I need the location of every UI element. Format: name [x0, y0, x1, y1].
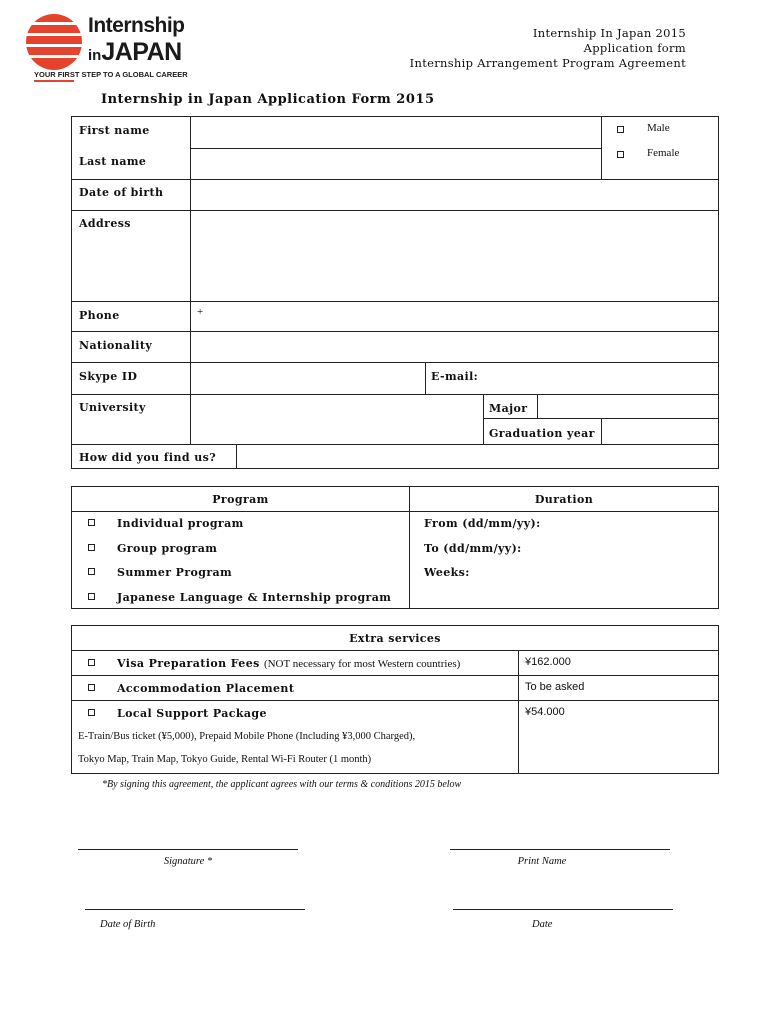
- accommodation-placement-label: Accommodation Placement: [117, 682, 295, 695]
- duration-column-header: Duration: [534, 493, 594, 506]
- logo-text-japan: JAPAN: [101, 38, 182, 66]
- internship-in-japan-logo: [26, 12, 186, 84]
- visa-preparation-note: (NOT necessary for most Western countries): [263, 658, 461, 670]
- visa-preparation-text: Visa Preparation Fees: [117, 657, 260, 670]
- address-label: Address: [79, 217, 131, 230]
- visa-preparation-label: [117, 657, 460, 670]
- visa-preparation-checkbox[interactable]: [88, 659, 95, 666]
- individual-program-label: Individual program: [117, 517, 244, 530]
- university-label: University: [79, 401, 146, 414]
- to-date-label: To (dd/mm/yy):: [424, 542, 522, 555]
- visa-preparation-price: ¥162.000: [525, 656, 571, 668]
- how-found-field[interactable]: [238, 446, 716, 468]
- last-name-label: Last name: [79, 155, 147, 168]
- agreement-note: *By signing this agreement, the applicant agrees with our terms & conditions 2015 below: [102, 779, 462, 790]
- extra-services-title: Extra services: [349, 632, 441, 645]
- date-line[interactable]: [453, 909, 673, 910]
- signature-line[interactable]: [78, 849, 298, 850]
- nationality-field[interactable]: [192, 333, 716, 361]
- accommodation-placement-checkbox[interactable]: [88, 684, 95, 691]
- group-program-label: Group program: [117, 542, 218, 555]
- header-line-2: Application form: [583, 41, 686, 55]
- logo-text-in: in: [88, 47, 102, 64]
- major-field[interactable]: [539, 396, 716, 417]
- print-name-line[interactable]: [450, 849, 670, 850]
- from-date-label: From (dd/mm/yy):: [424, 517, 541, 530]
- female-label: Female: [647, 147, 680, 159]
- print-name-caption: Print Name: [517, 856, 567, 867]
- local-support-package-label: Local Support Package: [117, 707, 267, 720]
- summer-program-label: Summer Program: [117, 566, 233, 579]
- header-line-3: Internship Arrangement Program Agreement: [409, 56, 686, 70]
- weeks-label: Weeks:: [424, 566, 470, 579]
- local-support-package-checkbox[interactable]: [88, 709, 95, 716]
- group-program-checkbox[interactable]: [88, 544, 95, 551]
- female-checkbox[interactable]: [617, 151, 624, 158]
- how-found-label: How did you find us?: [79, 451, 217, 464]
- date-of-birth-line[interactable]: [85, 909, 305, 910]
- japanese-language-program-checkbox[interactable]: [88, 593, 95, 600]
- major-label: Major: [489, 402, 528, 415]
- accommodation-placement-price: To be asked: [525, 681, 585, 693]
- personal-info-table: [71, 116, 719, 469]
- university-field[interactable]: [192, 396, 482, 443]
- address-field[interactable]: [192, 212, 716, 300]
- date-of-birth-caption: Date of Birth: [100, 919, 156, 930]
- logo-underline: [34, 80, 74, 82]
- graduation-year-field[interactable]: [603, 420, 716, 443]
- signature-caption: Signature *: [163, 856, 213, 867]
- male-label: Male: [647, 122, 670, 134]
- email-label: E-mail:: [431, 370, 479, 383]
- phone-label: Phone: [79, 309, 120, 322]
- date-of-birth-field[interactable]: [192, 181, 716, 209]
- local-support-package-price: ¥54.000: [525, 706, 565, 718]
- first-name-label: First name: [79, 124, 150, 137]
- logo-text-in-japan: [88, 38, 182, 67]
- skype-id-field[interactable]: [192, 364, 424, 393]
- form-title: Internship in Japan Application Form 2015: [101, 92, 435, 107]
- graduation-year-label: Graduation year: [489, 427, 595, 440]
- nationality-label: Nationality: [79, 339, 153, 352]
- date-caption: Date: [532, 919, 553, 930]
- logo-text-internship: Internship: [88, 14, 185, 37]
- summer-program-checkbox[interactable]: [88, 568, 95, 575]
- first-name-field[interactable]: [192, 119, 599, 147]
- japanese-language-program-label: Japanese Language & Internship program: [117, 591, 392, 604]
- phone-field[interactable]: +: [197, 306, 204, 318]
- last-name-field[interactable]: [192, 150, 599, 178]
- individual-program-checkbox[interactable]: [88, 519, 95, 526]
- program-table: [71, 486, 719, 609]
- male-checkbox[interactable]: [617, 126, 624, 133]
- logo-tagline: YOUR FIRST STEP TO A GLOBAL CAREER: [34, 70, 188, 79]
- program-column-header: Program: [212, 493, 269, 506]
- date-of-birth-label: Date of birth: [79, 186, 164, 199]
- local-support-description-1: E-Train/Bus ticket (¥5,000), Prepaid Mobile Phone (Including ¥3,000 Charged),: [78, 731, 416, 742]
- local-support-description-2: Tokyo Map, Train Map, Tokyo Guide, Rental Wi-Fi Router (1 month): [78, 754, 372, 765]
- extra-services-table: [71, 625, 719, 774]
- skype-id-label: Skype ID: [79, 370, 138, 383]
- logo-sun-icon: [26, 14, 82, 70]
- header-line-1: Internship In Japan 2015: [532, 26, 686, 40]
